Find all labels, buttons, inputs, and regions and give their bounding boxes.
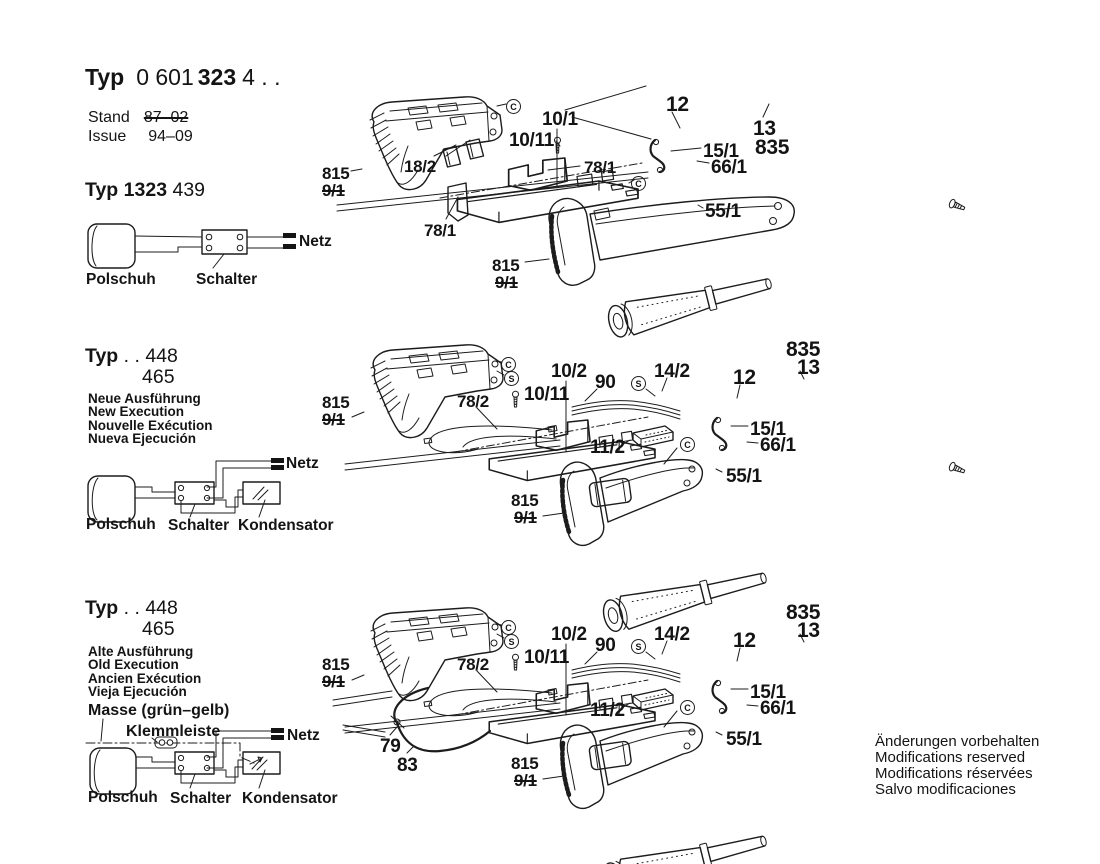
part-label-90: 90 [595, 372, 616, 393]
part-label-9-1: 9/1 [322, 672, 345, 691]
page-title [85, 66, 280, 89]
part-label-10-11: 10/11 [509, 130, 554, 151]
footer-line-fr: Modifications réservées [875, 765, 1033, 782]
s3-typ-value: . . 448 [123, 597, 178, 619]
part-label-815-handle: 815 [492, 256, 520, 275]
s1-typ-label: Typ [85, 179, 119, 201]
label-schalter: Schalter [170, 790, 232, 807]
part-label-13: 13 [753, 117, 776, 140]
s3-typ-label: Typ [85, 597, 119, 619]
part-label-55-1: 55/1 [726, 466, 762, 487]
exec-note-en: New Execution [88, 404, 185, 420]
issue-value: 94–09 [148, 128, 193, 145]
footer-line-en: Modifications reserved [875, 749, 1026, 766]
part-label-78-2: 78/2 [457, 655, 489, 674]
label-kondensator: Kondensator [238, 517, 334, 534]
klemmleiste-label: Klemmleiste [126, 723, 221, 740]
marker-c-icon: C [501, 620, 516, 635]
part-label-55-1: 55/1 [726, 729, 762, 750]
exec-note-de: Alte Ausführung [88, 644, 194, 659]
marker-s-icon: S [631, 376, 646, 391]
part-label-66-1: 66/1 [711, 157, 747, 178]
typ-label: Typ [85, 64, 125, 90]
modifications-notice [875, 734, 1039, 798]
part-label-15-1: 15/1 [750, 682, 786, 703]
part-label-11-2: 11/2 [590, 700, 625, 721]
part-label-815-handle: 815 [511, 491, 539, 510]
marker-c-icon: C [501, 357, 516, 372]
part-label-9-1-handle: 9/1 [495, 273, 518, 292]
part-label-835: 835 [786, 601, 821, 624]
typ-number-suffix: 4 . . [242, 64, 281, 90]
masse-label: Masse (grün–gelb) [88, 702, 230, 719]
label-kondensator: Kondensator [242, 790, 338, 807]
marker-s-icon: S [504, 371, 519, 386]
s1-typ-bold: 1323 [123, 179, 168, 201]
part-label-12: 12 [733, 629, 756, 652]
part-label-14-2: 14/2 [654, 624, 690, 645]
exec-note-fr: Ancien Exécution [88, 670, 202, 686]
part-label-835: 835 [786, 338, 821, 361]
exec-note-en: Old Execution [88, 657, 179, 673]
section3-typ-value2: 465 [142, 618, 175, 640]
part-label-10-2: 10/2 [551, 624, 587, 645]
part-label-9-1-handle: 9/1 [514, 508, 537, 527]
marker-c-icon: C [631, 176, 646, 191]
label-polschuh: Polschuh [88, 789, 158, 806]
exec-note-fr: Nouvelle Exécution [88, 417, 213, 433]
marker-c-icon: C [680, 437, 695, 452]
part-label-815: 815 [322, 393, 350, 412]
part-label-12: 12 [666, 93, 689, 116]
issue-row [88, 129, 193, 145]
part-label-15-1: 15/1 [750, 419, 786, 440]
exploded-view-3-ground-wire [333, 688, 490, 753]
part-label-13: 13 [797, 356, 820, 379]
section2-execution-notes [88, 392, 213, 446]
part-label-66-1: 66/1 [760, 698, 796, 719]
part-label-55-1: 55/1 [705, 201, 741, 222]
typ-number-prefix: 0 601 [136, 64, 194, 90]
part-label-78-1: 78/1 [424, 221, 456, 240]
typ-number-bold: 323 [197, 64, 237, 90]
section1-typ-heading [85, 181, 205, 201]
part-label-10-2: 10/2 [551, 361, 587, 382]
wiring-diagram-1 [88, 224, 296, 268]
part-label-10-11: 10/11 [524, 647, 569, 668]
s2-typ-label: Typ [85, 345, 119, 367]
footer-line-de: Änderungen vorbehalten [875, 733, 1040, 750]
part-label-815-handle: 815 [511, 754, 539, 773]
section2-typ-heading [85, 347, 178, 367]
label-schalter: Schalter [168, 517, 230, 534]
part-label-815: 815 [322, 164, 350, 183]
part-label-66-1: 66/1 [760, 435, 796, 456]
label-schalter: Schalter [196, 271, 258, 288]
exec-note-es: Vieja Ejecución [88, 684, 187, 700]
marker-s-icon: S [631, 639, 646, 654]
part-label-9-1: 9/1 [322, 181, 345, 200]
issue-label: Issue [88, 128, 127, 145]
part-label-815: 815 [322, 655, 350, 674]
part-label-11-2: 11/2 [590, 437, 625, 458]
marker-c-icon: C [680, 700, 695, 715]
part-label-83: 83 [397, 755, 418, 776]
part-label-12: 12 [733, 366, 756, 389]
part-label-78-1b: 78/1 [584, 158, 616, 177]
label-netz: Netz [299, 233, 332, 250]
part-label-9-1: 9/1 [322, 410, 345, 429]
part-label-10-11: 10/11 [524, 384, 569, 405]
label-polschuh: Polschuh [86, 271, 156, 288]
part-label-90: 90 [595, 635, 616, 656]
wiring-diagram-2 [88, 458, 284, 522]
part-label-14-2: 14/2 [654, 361, 690, 382]
footer-line-es: Salvo modificaciones [875, 781, 1016, 798]
stand-row [88, 110, 188, 126]
exec-note-es: Nueva Ejecución [88, 431, 197, 447]
part-label-18-2: 18/2 [404, 157, 436, 176]
part-label-9-1-handle: 9/1 [514, 771, 537, 790]
section2-typ-value2: 465 [142, 366, 175, 388]
marker-c-icon: C [506, 99, 521, 114]
s2-typ-value: . . 448 [123, 345, 178, 367]
section3-execution-notes [88, 645, 201, 699]
part-label-835: 835 [755, 136, 790, 159]
label-netz: Netz [286, 455, 319, 472]
section3-typ-heading [85, 599, 178, 619]
s1-typ-suffix: 439 [172, 179, 206, 201]
part-label-13: 13 [797, 619, 820, 642]
part-label-78-2: 78/2 [457, 392, 489, 411]
stand-value: 87–02 [143, 109, 189, 126]
marker-s-icon: S [504, 634, 519, 649]
part-label-10-1: 10/1 [542, 109, 578, 130]
exec-note-de: Neue Ausführung [88, 391, 201, 406]
part-label-15-1: 15/1 [703, 141, 739, 162]
label-polschuh: Polschuh [86, 516, 156, 533]
part-label-79: 79 [380, 736, 401, 757]
label-netz: Netz [287, 727, 320, 744]
stand-label: Stand [88, 109, 130, 126]
